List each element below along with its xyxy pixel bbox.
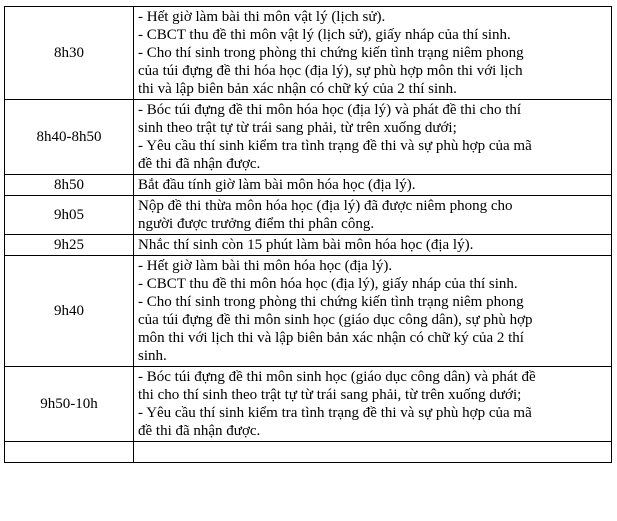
content-line: - Yêu cầu thí sinh kiểm tra tình trạng đề thi và sự phù hợp của mã: [138, 405, 532, 421]
content-cell: [134, 175, 612, 196]
schedule-row: [5, 367, 612, 442]
schedule-row: [5, 196, 612, 235]
schedule-row: [5, 235, 612, 256]
content-line: Bắt đầu tính giờ làm bài môn hóa học (địa lý).: [138, 177, 416, 193]
time-cell: 9h05: [5, 196, 134, 235]
time-cell: 9h40: [5, 256, 134, 367]
content-line: - Bóc túi đựng đề thi môn hóa học (địa lý) và phát đề thi cho thí: [138, 102, 522, 118]
content-line: - Hết giờ làm bài thi môn hóa học (địa lý).: [138, 258, 393, 274]
content-line: môn thi với lịch thi và lập biên bản xác nhận có chữ ký của 2 thí: [138, 330, 524, 346]
content-cell: [134, 256, 612, 367]
exam-schedule-body: [5, 7, 612, 463]
content-line: thi cho thí sinh theo trật tự từ trái sang phải, từ trên xuống dưới;: [138, 387, 522, 403]
content-line: - CBCT thu đề thi môn vật lý (lịch sử), giấy nháp của thí sinh.: [138, 27, 511, 43]
content-line: - Hết giờ làm bài thi môn vật lý (lịch sử).: [138, 9, 386, 25]
schedule-row: [5, 442, 612, 463]
schedule-row: [5, 256, 612, 367]
content-line: đề thi đã nhận được.: [138, 156, 261, 172]
content-cell: [134, 196, 612, 235]
content-cell: [134, 100, 612, 175]
time-cell: 9h50-10h: [5, 367, 134, 442]
schedule-row: [5, 175, 612, 196]
time-cell: [5, 442, 134, 463]
content-cell: [134, 442, 612, 463]
content-line: [138, 443, 607, 461]
content-line: người được trưởng điểm thi phân công.: [138, 216, 375, 232]
time-cell: 8h50: [5, 175, 134, 196]
content-line: - CBCT thu đề thi môn hóa học (địa lý), giấy nháp của thí sinh.: [138, 276, 518, 292]
content-line: - Cho thí sinh trong phòng thi chứng kiến tình trạng niêm phong: [138, 294, 524, 310]
content-line: - Bóc túi đựng đề thi môn sinh học (giáo dục công dân) và phát đề: [138, 369, 536, 385]
content-cell: [134, 235, 612, 256]
content-line: Nhắc thí sinh còn 15 phút làm bài môn hóa học (địa lý).: [138, 237, 474, 253]
content-line: thi và lập biên bản xác nhận có chữ ký của 2 thí sinh.: [138, 81, 457, 97]
content-cell: [134, 7, 612, 100]
schedule-row: [5, 100, 612, 175]
content-line: Nộp đề thi thừa môn hóa học (địa lý) đã được niêm phong cho: [138, 198, 513, 214]
content-line: đề thi đã nhận được.: [138, 423, 261, 439]
content-line: sinh.: [138, 348, 167, 364]
time-cell: 8h30: [5, 7, 134, 100]
content-line: của túi đựng đề thi môn sinh học (giáo dục công dân), sự phù hợp: [138, 312, 533, 328]
content-line: - Yêu cầu thí sinh kiểm tra tình trạng đề thi và sự phù hợp của mã: [138, 138, 532, 154]
content-line: của túi đựng đề thi hóa học (địa lý), sự phù hợp môn thi với lịch: [138, 63, 523, 79]
exam-schedule-table: [4, 6, 612, 463]
time-cell: 8h40-8h50: [5, 100, 134, 175]
content-line: - Cho thí sinh trong phòng thi chứng kiến tình trạng niêm phong: [138, 45, 524, 61]
content-line: sinh theo trật tự từ trái sang phải, từ trên xuống dưới;: [138, 120, 457, 136]
time-cell: 9h25: [5, 235, 134, 256]
content-cell: [134, 367, 612, 442]
schedule-row: [5, 7, 612, 100]
